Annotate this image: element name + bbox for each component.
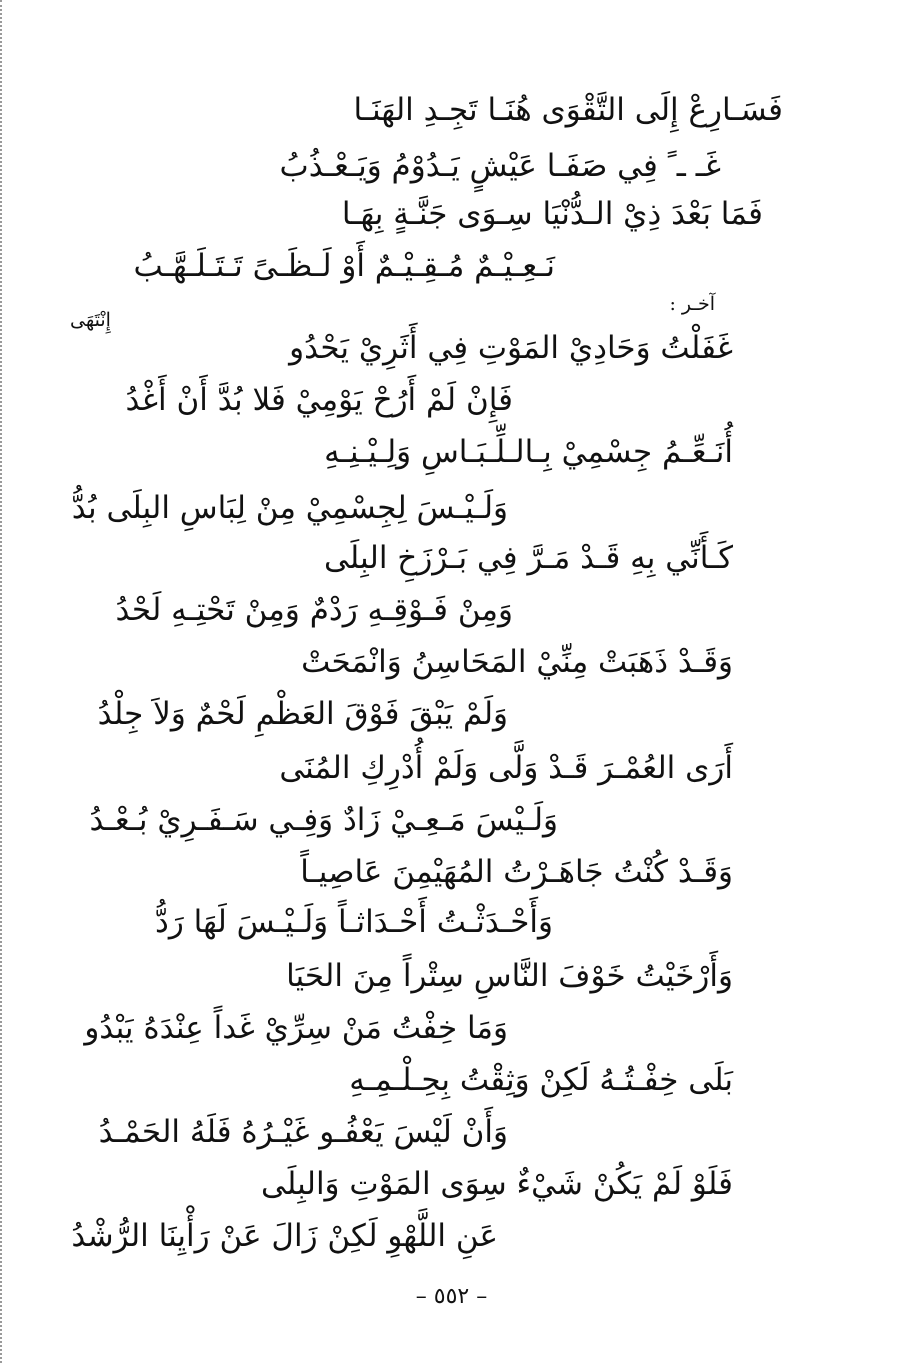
poem-two-line-15: بَلَى خِفْـتُـهُ لَكِنْ وَثِقْتُ بِحِـلْـمِـهِ <box>349 1062 733 1098</box>
poem-two-line-9: أَرَى العُمْـرَ قَـدْ وَلَّى وَلَمْ أُدْرِكِ المُنَى <box>279 750 733 786</box>
akhar-label: آخـر : <box>669 293 715 315</box>
poem-two-line-8: وَلَمْ يَبْقَ فَوْقَ العَظْمِ لَحْمٌ وَلاَ جِلْدُ <box>97 696 508 732</box>
poem-two-line-18: عَنِ اللَّهْوِ لَكِنْ زَالَ عَنْ رَأْيِنَا الرُّشْدُ <box>71 1218 498 1254</box>
poem-two-line-13: وَأَرْخَيْتُ خَوْفَ النَّاسِ سِتْراً مِنَ الحَيَا <box>286 958 733 994</box>
poem-two-line-16: وَأَنْ لَيْسَ يَعْفُـو غَيْـرُهُ فَلَهُ الحَمْـدُ <box>98 1114 508 1150</box>
poem-two-line-5: كَـأَنِّي بِهِ قَـدْ مَـرَّ فِي بَـرْزَخِ البِلَى <box>323 540 733 576</box>
poem-two-line-4: وَلَـيْـسَ لِجِسْمِيْ مِنْ لِبَاسِ البِلَى بُدُّ <box>71 490 508 526</box>
poem-two-line-6: وَمِنْ فَـوْقِـهِ رَدْمٌ وَمِنْ تَحْتِـهِ لَحْدُ <box>115 592 513 628</box>
poem-one-line-4: نَـعِـيْـمٌ مُـقِـيْـمٌ أَوْ لَـظَـىً تَـتَـلَـهَّـبُ <box>133 248 555 284</box>
poem-two-line-14: وَمَا خِفْتُ مَنْ سِرِّيْ غَداً عِنْدَهُ يَبْدُو <box>84 1010 508 1046</box>
poem-two-line-2: فَإِنْ لَمْ أَرُحْ يَوْمِيْ فَلا بُدَّ أَنْ أَغْدُ <box>125 382 513 418</box>
poem-two-line-7: وَقَـدْ ذَهَبَتْ مِنِّيْ المَحَاسِنُ وَانْمَحَتْ <box>301 644 733 680</box>
poem-one-line-1: فَسَـارِعْ إِلَى التَّقْوَى هُنَـا تَجِـدِ الهَنَـا <box>353 92 783 128</box>
page-number: – ٥٥٢ – <box>415 1284 488 1309</box>
poem-two-line-12: وَأَحْـدَثْـتُ أَحْـدَاثـاً وَلَـيْـسَ لَهَا رَدُّ <box>155 904 553 940</box>
poem-two-line-17: فَلَوْ لَمْ يَكُنْ شَيْءٌ سِوَى المَوْتِ وَالبِلَى <box>261 1166 733 1202</box>
intaha-label: إِنْتَهَى <box>70 309 111 331</box>
poem-two-line-3: أُنَـعِّـمُ جِسْمِيْ بِـالـلِّـبَـاسِ وَلِـيْـنِـهِ <box>324 434 733 470</box>
poem-two-line-1: غَفَلْتُ وَحَادِيْ المَوْتِ فِي أَثَرِيْ يَحْدُو <box>289 330 733 366</box>
poem-one-line-3: فَمَا بَعْدَ ذِيْ الـدُّنْيَا سِـوَى جَنَّـةٍ بِهَـا <box>341 196 763 232</box>
scan-edge-dotted-line <box>0 0 8 1363</box>
poem-two-line-11: وَقَـدْ كُنْتُ جَاهَـرْتُ المُهَيْمِنَ عَاصِيـاً <box>300 854 733 890</box>
poem-two-line-10: وَلَـيْسَ مَـعِـيْ زَادٌ وَفِـي سَـفَـرِيْ بُـعْـدُ <box>89 802 558 838</box>
poem-one-line-2: غَـ ـ ً فِي صَفَـا عَيْشٍ يَـدُوْمُ وَيَـعْـذُبُ <box>279 148 721 184</box>
